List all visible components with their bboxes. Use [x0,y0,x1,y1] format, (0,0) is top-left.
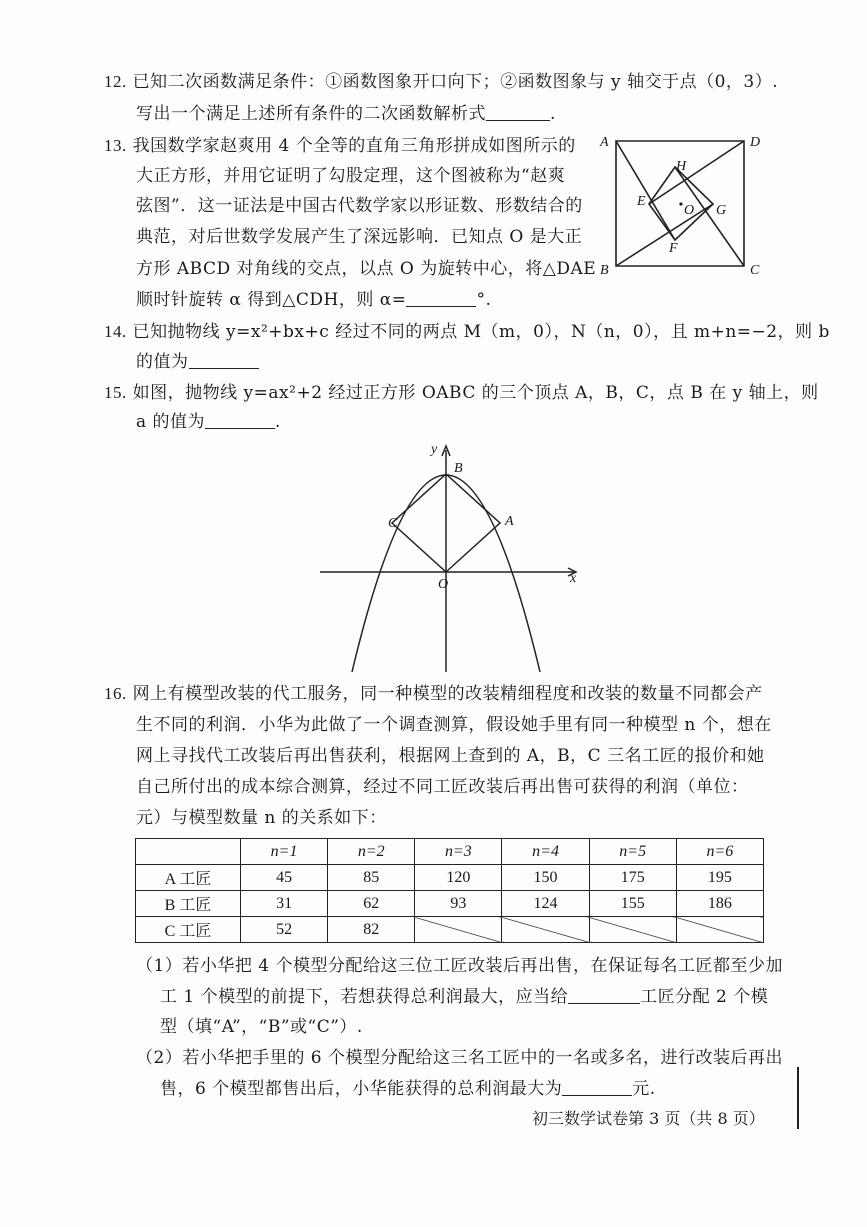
row-label: C 工匠 [136,917,241,943]
q16-sub2-answer-blank[interactable] [562,1077,632,1096]
q16-sub1-text-2b: 工匠分配 2 个模 [640,987,769,1007]
table-header-cell: n=6 [676,839,763,865]
table-header-cell [136,839,241,865]
label-e: E [637,194,646,209]
table-cell: 85 [328,865,415,891]
q16-line1 [104,682,763,706]
segment-dh-e [649,141,744,204]
q13-number: 13. [104,136,127,155]
q12-number: 12. [104,72,127,91]
q16-line5: 元）与模型数量 n 的关系如下： [136,808,387,828]
label-f: F [669,241,678,256]
q16-line3: 网上寻找代工改装后再出售获利，根据网上查到的 A，B，C 三名工匠的报价和她 [136,746,765,766]
q16-sub2-line2 [160,1077,656,1101]
label-a: A [505,514,514,529]
label-g: G [716,203,727,218]
table-cell: 175 [589,865,676,891]
table-row [136,891,764,917]
q14-text-2: 的值为 [136,352,189,372]
q12-tail: . [550,104,556,124]
q13-text-6: 顺时针旋转 α 得到△CDH，则 α= [136,290,407,310]
table-header-cell: n=1 [241,839,328,865]
q13-line3: 弦图”．这一证法是中国古代数学家以形证数、形数结合的 [136,196,583,216]
label-d: D [750,135,761,150]
q14-line1 [104,320,830,344]
table-cell: 31 [241,891,328,917]
q13-line5: 方形 ABCD 对角线的交点，以点 O 为旋转中心，将△DAE [136,259,597,279]
q12-text-2: 写出一个满足上述所有条件的二次函数解析式 [136,104,486,124]
table-cell: 82 [328,917,415,943]
diagonal-empty-cell [676,917,763,943]
table-cell: 52 [241,917,328,943]
table-cell: 45 [241,865,328,891]
segment-ae-f [616,141,675,240]
diagonal-empty-cell [415,917,502,943]
label-c: C [388,516,398,531]
q12-text-1: 已知二次函数满足条件：①函数图象开口向下；②函数图象与 y 轴交于点（0，3）. [132,72,779,92]
q13-line2: 大正方形，并用它证明了勾股定理，这个图被称为“赵爽 [136,166,566,186]
q14-line2 [136,350,259,374]
table-cell: 155 [589,891,676,917]
q13-tail: °. [476,290,492,310]
table-header-cell: n=2 [328,839,415,865]
q13-answer-blank[interactable] [406,288,476,307]
q15-text-2: a 的值为 [136,412,206,432]
q16-sub1-text-2a: 工 1 个模型的前提下，若想获得总利润最大，应当给 [160,987,569,1007]
q12-answer-blank[interactable] [486,102,550,121]
parabola-square-figure [312,440,590,674]
q16-sub1-answer-blank[interactable] [568,985,640,1004]
q12-line2 [136,102,556,126]
q12-line1 [104,70,778,94]
table-cell: 62 [328,891,415,917]
q15-tail: . [275,412,281,432]
label-x: x [570,571,577,586]
label-b: B [600,263,609,278]
q13-line6 [136,288,491,312]
q16-line4: 自己所付出的成本综合测算，经过不同工匠改装后再出售可获得的利润（单位： [136,777,749,797]
label-a: A [600,135,609,150]
margin-rule [797,1067,799,1129]
q16-number: 16. [104,684,127,703]
table-row [136,865,764,891]
q15-answer-blank[interactable] [205,410,275,429]
q16-line2: 生不同的利润．小华为此做了一个调查测算，假设她手里有同一种模型 n 个，想在 [136,715,772,735]
q16-sub2-line1: （2）若小华把手里的 6 个模型分配给这三名工匠中的一名或多名，进行改装后再出 [136,1048,783,1068]
table-header-cell: n=5 [589,839,676,865]
q15-line2 [136,410,281,434]
table-cell: 195 [676,865,763,891]
label-c: C [750,263,760,278]
q15-number: 15. [104,383,127,402]
table-header-row [136,839,764,865]
table-cell: 150 [502,865,589,891]
point-o [679,202,682,205]
q16-sub1-line1: （1）若小华把 4 个模型分配给这三位工匠改装后再出售，在保证每名工匠都至少加 [136,956,783,976]
label-o: O [684,203,695,218]
q16-sub1-line3: 型（填“A”，“B”或“C”）. [160,1017,363,1037]
q15-line1 [104,381,819,405]
label-y: y [431,442,438,457]
q14-text-1: 已知抛物线 y=x²+bx+c 经过不同的两点 M（m，0），N（n，0），且 m+n=−2，则 b [132,322,830,342]
diagonal-empty-cell [502,917,589,943]
q13-text-1: 我国数学家赵爽用 4 个全等的直角三角形拼成如图所示的 [132,136,576,156]
q15-text-1: 如图，抛物线 y=ax²+2 经过正方形 OABC 的三个顶点 A，B，C，点 B 在 y 轴上，则 [132,383,819,403]
table-cell: 120 [415,865,502,891]
zhao-shuang-diagram [596,128,768,278]
q13-line1 [104,134,576,158]
row-label: A 工匠 [136,865,241,891]
table-header-cell: n=4 [502,839,589,865]
q14-number: 14. [104,322,127,341]
q13-line4: 典范，对后世数学发展产生了深远影响．已知点 O 是大正 [136,227,583,247]
label-b: B [454,461,463,476]
row-label: B 工匠 [136,891,241,917]
page-footer: 初三数学试卷第 3 页（共 8 页） [532,1109,765,1128]
profit-table [135,838,764,943]
table-cell: 186 [676,891,763,917]
table-cell: 124 [502,891,589,917]
q14-answer-blank[interactable] [189,350,259,369]
table-cell: 93 [415,891,502,917]
label-o: O [438,577,449,592]
q16-sub2-text-2a: 售，6 个模型都售出后，小华能获得的总利润最大为 [160,1079,563,1099]
table-header-cell: n=3 [415,839,502,865]
q16-sub2-text-2b: 元. [632,1079,656,1099]
label-h: H [676,159,687,174]
q16-text-1: 网上有模型改装的代工服务，同一种模型的改装精细程度和改装的数量不同都会产 [132,684,763,704]
diagonal-empty-cell [589,917,676,943]
segment-bf-g [616,204,713,266]
table-row [136,917,764,943]
q16-sub1-line2 [160,985,768,1009]
